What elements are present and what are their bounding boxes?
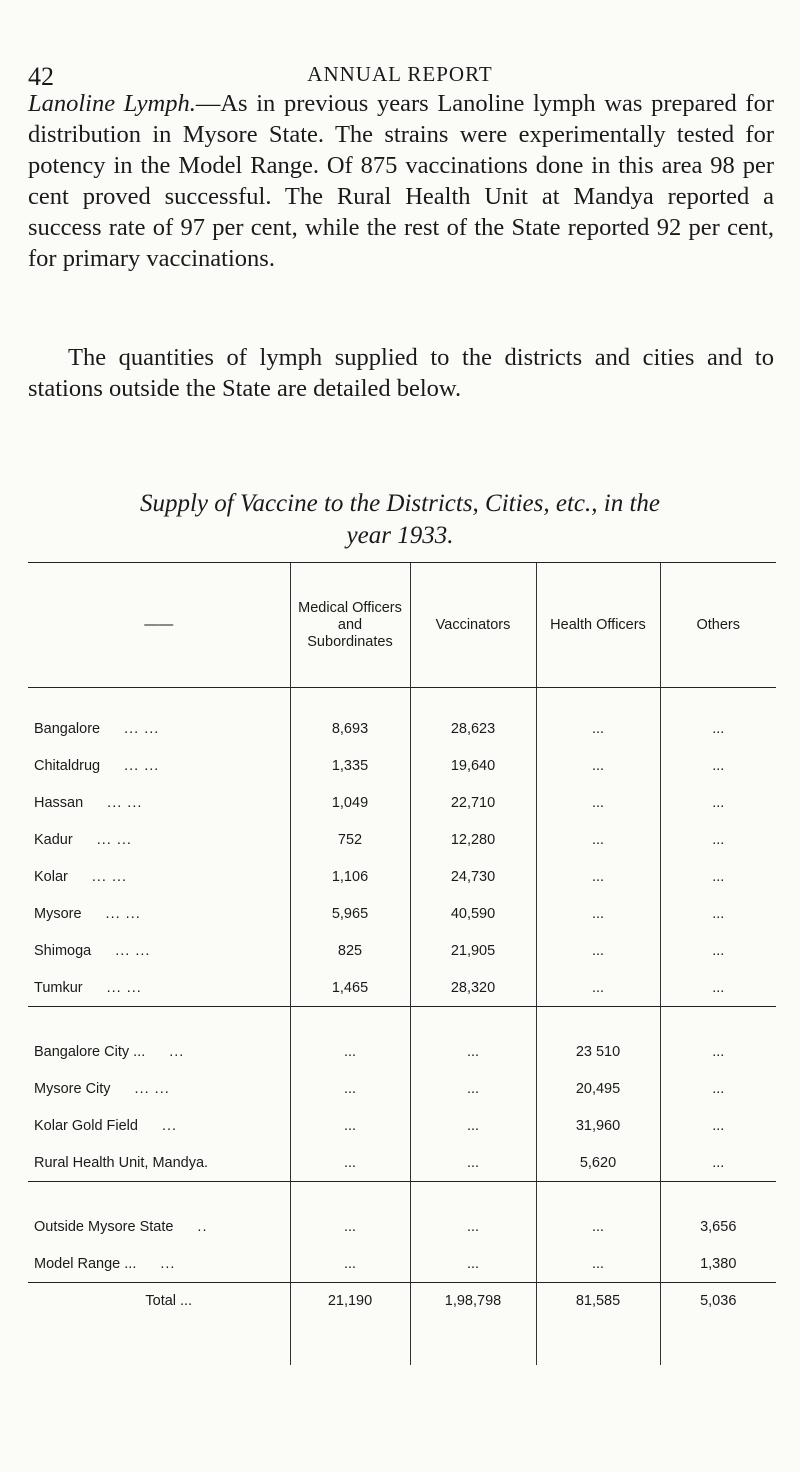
cell-medical: ... [290, 1144, 410, 1182]
cell-health: 31,960 [536, 1107, 660, 1144]
cell-others: ... [660, 969, 776, 1007]
table-header-row [28, 563, 776, 688]
row-leader: ... ... [105, 905, 141, 922]
spacer-cell [290, 688, 410, 711]
row-name: Mysore [34, 905, 82, 922]
row-label [28, 1107, 290, 1144]
row-leader: ... ... [106, 979, 142, 996]
header-health-officers: Health Officers [536, 563, 660, 688]
spacer-cell [660, 1182, 776, 1209]
cell-vaccinators: ... [410, 1107, 536, 1144]
row-leader: ... ... [91, 868, 128, 885]
row-name: Hassan [34, 794, 84, 811]
cell-vaccinators: 12,280 [410, 821, 536, 858]
spacer-row [28, 688, 776, 711]
spacer-cell [410, 1007, 536, 1034]
table-row [28, 1144, 776, 1182]
paragraph-heading: Lanoline Lymph. [28, 90, 196, 117]
table-row [28, 747, 776, 784]
cell-vaccinators: ... [410, 1144, 536, 1182]
cell-medical: 8,693 [290, 710, 410, 747]
cell-vaccinators: 21,905 [410, 932, 536, 969]
cell-health: 5,620 [536, 1144, 660, 1182]
row-label [28, 1245, 290, 1283]
cell-health: 81,585 [536, 1283, 660, 1366]
cell-others: 1,380 [660, 1245, 776, 1283]
row-leader: ... ... [115, 942, 151, 959]
cell-health: ... [536, 932, 660, 969]
row-leader: .. [197, 1218, 208, 1235]
row-name: Kolar Gold Field [34, 1117, 138, 1134]
cell-medical: 825 [290, 932, 410, 969]
row-name: Rural Health Unit, Mandya. [34, 1154, 209, 1171]
table-row [28, 932, 776, 969]
cell-vaccinators: ... [410, 1033, 536, 1070]
row-label [28, 821, 290, 858]
row-name: Bangalore City ... [34, 1043, 146, 1060]
vaccine-supply-table [28, 562, 776, 1365]
caption-line-2: year 1933. [346, 522, 454, 549]
table-row [28, 784, 776, 821]
spacer-cell [660, 688, 776, 711]
row-label [28, 1283, 290, 1366]
cell-health: ... [536, 1208, 660, 1245]
paragraph-text: —As in previous years Lanoline lymph was prepared for distribution in Mysore State. The strains were experimentally tested for potency in the Model Range. Of 875 vaccinations done in this area 98 per cent proved successful. The Rural Health Unit at Mandya reported a success rate of 97 per cent, while the rest of the State reported 92 per cent, for primary vaccinations. [28, 90, 774, 272]
spacer-cell [660, 1007, 776, 1034]
row-label [28, 1144, 290, 1182]
cell-health: ... [536, 784, 660, 821]
spacer-cell [410, 1182, 536, 1209]
cell-health: ... [536, 895, 660, 932]
cell-medical: 1,049 [290, 784, 410, 821]
row-name: Shimoga [34, 942, 92, 959]
table-row [28, 1033, 776, 1070]
row-label [28, 932, 290, 969]
table-row [28, 1070, 776, 1107]
row-leader: ... ... [96, 831, 132, 848]
cell-medical: 1,465 [290, 969, 410, 1007]
row-name: Kadur [34, 831, 73, 848]
row-label [28, 969, 290, 1007]
cell-vaccinators: ... [410, 1208, 536, 1245]
cell-vaccinators: ... [410, 1245, 536, 1283]
row-leader: ... ... [124, 720, 160, 737]
row-name: Chitaldrug [34, 757, 101, 774]
row-name: Mysore City [34, 1080, 111, 1097]
cell-health: ... [536, 858, 660, 895]
cell-vaccinators: 22,710 [410, 784, 536, 821]
cell-vaccinators: 28,320 [410, 969, 536, 1007]
spacer-cell [410, 688, 536, 711]
cell-vaccinators: 40,590 [410, 895, 536, 932]
cell-medical: ... [290, 1033, 410, 1070]
cell-health: ... [536, 710, 660, 747]
table-row [28, 710, 776, 747]
cell-medical: ... [290, 1208, 410, 1245]
row-name: Total ... [145, 1293, 193, 1309]
table-row [28, 1245, 776, 1283]
table-row [28, 1107, 776, 1144]
cell-others: ... [660, 932, 776, 969]
cell-others: ... [660, 747, 776, 784]
row-leader: ... ... [134, 1080, 170, 1097]
cell-health: ... [536, 747, 660, 784]
row-leader: ... ... [124, 757, 160, 774]
caption-line-1: Supply of Vaccine to the Districts, Cities, etc., in the [139, 490, 661, 517]
cell-others: ... [660, 1070, 776, 1107]
cell-health: 20,495 [536, 1070, 660, 1107]
cell-vaccinators: 28,623 [410, 710, 536, 747]
row-label [28, 747, 290, 784]
running-head: ANNUAL REPORT [307, 62, 493, 86]
cell-others: ... [660, 1033, 776, 1070]
row-name: Kolar [34, 868, 68, 885]
row-label [28, 1033, 290, 1070]
cell-others: ... [660, 1107, 776, 1144]
cell-health: ... [536, 969, 660, 1007]
row-leader: ... [169, 1043, 185, 1060]
row-label [28, 1208, 290, 1245]
spacer-cell [536, 688, 660, 711]
row-name: Tumkur [34, 979, 83, 996]
cell-vaccinators: 19,640 [410, 747, 536, 784]
cell-medical: ... [290, 1245, 410, 1283]
cell-others: 3,656 [660, 1208, 776, 1245]
header-medical-officers: Medical Officers and Subordinates [290, 563, 410, 688]
cell-health: 23 510 [536, 1033, 660, 1070]
row-name: Model Range ... [34, 1255, 137, 1272]
cell-others: ... [660, 710, 776, 747]
spacer-cell [536, 1007, 660, 1034]
row-leader: ... [160, 1255, 176, 1272]
table-row [28, 969, 776, 1007]
row-label [28, 710, 290, 747]
cell-vaccinators: 1,98,798 [410, 1283, 536, 1366]
table-row [28, 858, 776, 895]
supply-paragraph: The quantities of lymph supplied to the districts and cities and to stations outside the State are detailed below. [28, 344, 774, 402]
row-name: Bangalore [34, 720, 101, 737]
spacer-cell [28, 1182, 290, 1209]
cell-others: ... [660, 858, 776, 895]
cell-medical: ... [290, 1070, 410, 1107]
header-vaccinators: Vaccinators [410, 563, 536, 688]
cell-medical: 5,965 [290, 895, 410, 932]
cell-others: ... [660, 821, 776, 858]
spacer-cell [290, 1182, 410, 1209]
cell-medical: 752 [290, 821, 410, 858]
row-label [28, 858, 290, 895]
spacer-row [28, 1007, 776, 1034]
cell-vaccinators: 24,730 [410, 858, 536, 895]
total-row [28, 1283, 776, 1366]
spacer-row [28, 1182, 776, 1209]
cell-health: ... [536, 1245, 660, 1283]
cell-medical: 21,190 [290, 1283, 410, 1366]
spacer-cell [28, 1007, 290, 1034]
row-label [28, 784, 290, 821]
spacer-cell [28, 688, 290, 711]
cell-health: ... [536, 821, 660, 858]
spacer-cell [290, 1007, 410, 1034]
spacer-cell [536, 1182, 660, 1209]
table-row [28, 821, 776, 858]
cell-medical: 1,335 [290, 747, 410, 784]
header-blank: —— [28, 563, 290, 688]
cell-medical: ... [290, 1107, 410, 1144]
row-label [28, 1070, 290, 1107]
row-label [28, 895, 290, 932]
row-name: Outside Mysore State [34, 1218, 174, 1235]
lanoline-paragraph [28, 88, 774, 274]
page-number: 42 [28, 62, 54, 91]
table-row [28, 1208, 776, 1245]
cell-others: 5,036 [660, 1283, 776, 1366]
table-row [28, 895, 776, 932]
header-others: Others [660, 563, 776, 688]
table-body [28, 688, 776, 1366]
cell-vaccinators: ... [410, 1070, 536, 1107]
row-leader: ... [161, 1117, 178, 1134]
cell-others: ... [660, 784, 776, 821]
cell-others: ... [660, 1144, 776, 1182]
cell-medical: 1,106 [290, 858, 410, 895]
row-leader: ... ... [107, 794, 143, 811]
table-caption [0, 488, 800, 552]
cell-others: ... [660, 895, 776, 932]
